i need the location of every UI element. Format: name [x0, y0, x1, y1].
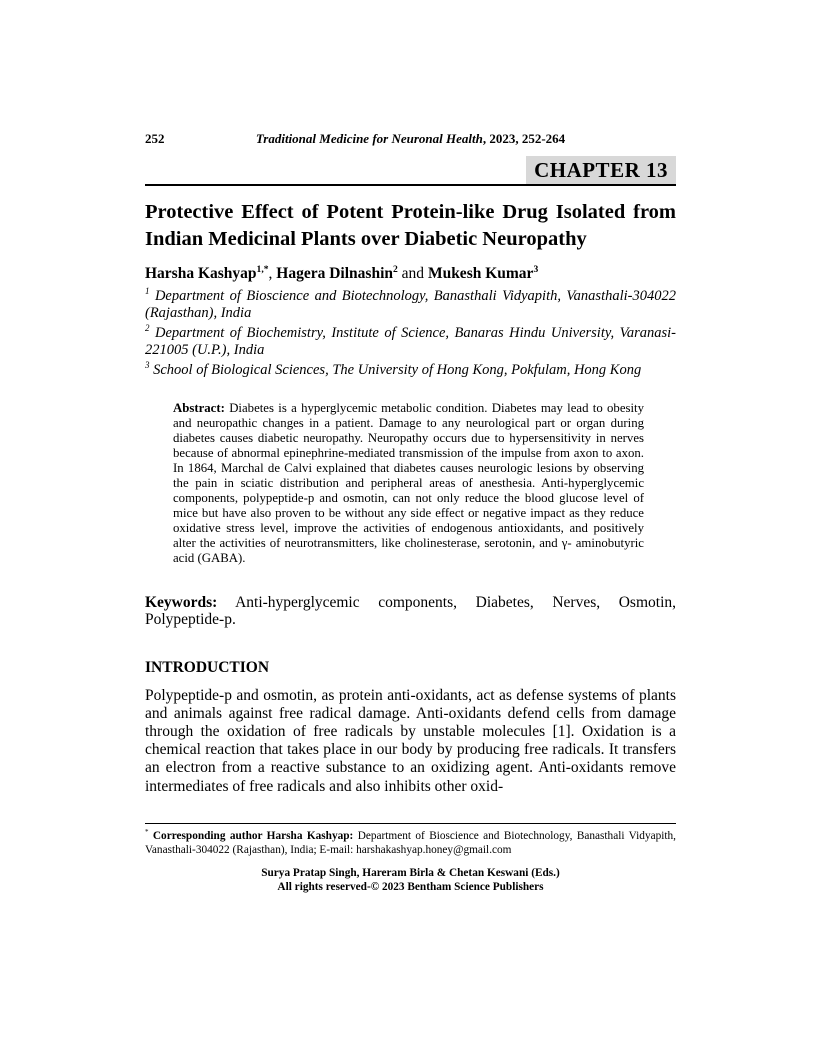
affiliation-3-mark: 3: [145, 360, 150, 371]
affiliation-2-text: Department of Biochemistry, Institute of Science, Banaras Hindu University, Varanasi-221005 (U.P.), India: [145, 325, 676, 358]
publisher-block: [145, 866, 676, 894]
journal-title: Traditional Medicine for Neuronal Health: [255, 131, 483, 146]
author-2: Hagera Dilnashin: [276, 265, 393, 282]
chapter-badge: CHAPTER 13: [526, 156, 676, 184]
author-separator-1: ,: [268, 265, 277, 282]
journal-header: [205, 131, 616, 147]
footnote-asterisk: *: [145, 828, 149, 837]
abstract-label: Abstract:: [173, 400, 225, 415]
running-header: [145, 131, 676, 147]
journal-meta: , 2023, 252-264: [482, 131, 566, 146]
affiliation-1-text: Department of Bioscience and Biotechnology, Banasthali Vidyapith, Vanasthali-304022 (Rajasthan), India: [145, 288, 676, 321]
keywords-label: Keywords:: [145, 593, 218, 611]
editors-line: Surya Pratap Singh, Hareram Birla & Chetan Keswani (Eds.): [261, 867, 560, 879]
page-footer: [145, 823, 676, 894]
affiliation-1: [145, 288, 676, 321]
rights-line: All rights reserved-© 2023 Bentham Science Publishers: [277, 881, 544, 893]
affiliation-3-text: School of Biological Sciences, The University of Hong Kong, Pokfulam, Hong Kong: [149, 362, 642, 378]
abstract-text: Diabetes is a hyperglycemic metabolic condition. Diabetes may lead to obesity and neuropathic changes in a patient. Damage to any neurological part or organ during diabetes causes diabetic neuropathy. Neuropathy occurs due to hypersensitivity in nerves because of abnormal epinephrine-mediated transmission of the impulse from axon to axon. In 1864, Marchal de Calvi explained that diabetes causes neurologic lesions by observing the pain in sciatic distribution and peripheral areas of anesthesia. Anti-hyperglycemic components, polypeptide-p and osmotin, can not only reduce the blood glucose level of mice but have also proven to be without any side effect or negative impact as they reduce oxidative stress level, improve the activities of endogenous antioxidants, and positively alter the activities of neurotransmitters, like cholinesterase, serotonin, and γ- aminobutyric acid (GABA).: [173, 400, 644, 566]
footnote-label: Corresponding author Harsha Kashyap:: [148, 830, 354, 842]
author-separator-2: and: [397, 265, 428, 282]
affiliation-3: [145, 362, 676, 379]
keywords-text: Anti-hyperglycemic components, Diabetes, Nerves, Osmotin, Polypeptide-p.: [145, 593, 676, 629]
affiliation-1-mark: 1: [145, 286, 150, 297]
author-3-affmark: 3: [533, 263, 539, 275]
introduction-heading: INTRODUCTION: [145, 658, 270, 676]
corresponding-author-footnote: [145, 829, 676, 857]
author-1: Harsha Kashyap: [145, 265, 257, 282]
footnote-text: Department of Bioscience and Biotechnology, Banasthali Vidyapith, Vanasthali-304022 (Rajasthan), India; E-mail: harshakashyap.honey@gmail.com: [145, 830, 677, 856]
chapter-title: Protective Effect of Potent Protein-like Drug Isolated from Indian Medicinal Plants over Diabetic Neuropathy: [145, 201, 676, 250]
page-content: [145, 131, 676, 796]
affiliation-2: [145, 325, 676, 358]
affiliation-2-mark: 2: [145, 323, 150, 334]
chapter-rule: [145, 156, 676, 186]
author-3: Mukesh Kumar: [427, 265, 534, 282]
page-number: 252: [145, 131, 165, 146]
abstract: [173, 401, 644, 567]
introduction-paragraph: Polypeptide-p and osmotin, as protein anti-oxidants, act as defense systems of plants and animals against free radical damage. Anti-oxidants defend cells from damage through the oxidation of free radicals by unstable molecules [1]. Oxidation is a chemical reaction that takes place in our body by producing free radicals. It transfers an electron from a reactive substance to an oxidizing agent. Anti-oxidants remove intermediates of free radicals and also inhibits other oxid-: [145, 686, 676, 795]
author-2-affmark: 2: [393, 263, 398, 275]
author-1-affmark: 1,*: [256, 263, 269, 275]
authors-line: [145, 264, 676, 283]
keywords: [145, 594, 676, 629]
